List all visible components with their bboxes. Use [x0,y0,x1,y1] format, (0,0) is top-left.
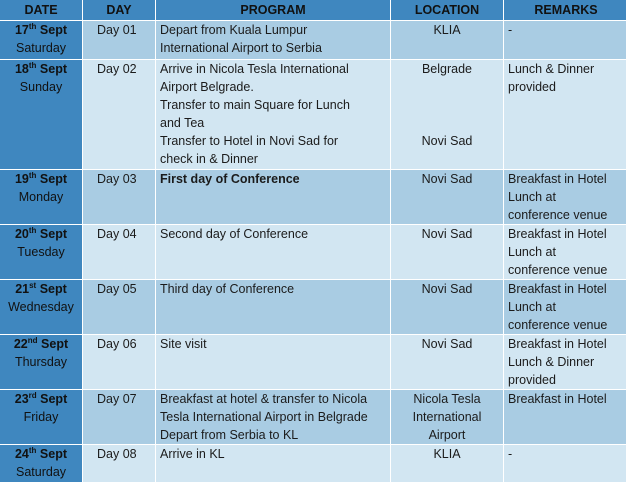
remarks-line: conference venue [508,318,608,332]
location-cell [391,170,503,224]
remarks-cell [504,445,626,482]
location-spacer [391,114,503,132]
date-cell [0,225,82,279]
date-suffix: th [28,170,37,180]
remarks-line: provided [508,80,556,94]
date-month: Sept [41,337,69,351]
date-number: 18 [14,62,29,76]
date-cell [0,445,82,482]
program-cell [156,170,390,224]
date-suffix: st [29,280,37,290]
program-cell [156,335,390,389]
header-location: LOCATION [391,0,503,20]
date-month: Sept [39,282,67,296]
program-cell [156,60,390,169]
date-number: 22 [13,337,28,351]
date-number: 21 [15,282,30,296]
date-number: 24 [14,447,29,461]
remarks-line: Lunch at [508,300,556,314]
location-line: KLIA [433,23,461,37]
date-cell [0,335,82,389]
day-cell: Day 07 [83,390,155,444]
program-line: Arrive in Nicola Tesla International [160,62,349,76]
location-line: Novi Sad [421,282,473,296]
program-line: check in & Dinner [160,152,258,166]
header-day: DAY [83,0,155,20]
remarks-cell [504,280,626,334]
remarks-cell [504,170,626,224]
program-cell [156,390,390,444]
date-suffix: th [28,225,37,235]
program-line: Second day of Conference [160,227,309,241]
location-line: Novi Sad [421,337,473,351]
program-cell [156,445,390,482]
weekday: Monday [18,190,64,204]
program-line: Third day of Conference [160,282,295,296]
header-remarks: REMARKS [504,0,626,20]
remarks-cell [504,21,626,59]
program-cell [156,21,390,59]
program-line: Transfer to main Square for Lunch [160,98,350,112]
remarks-line: conference venue [508,263,608,277]
date-cell [0,21,82,59]
remarks-cell [504,335,626,389]
program-cell [156,280,390,334]
date-suffix: th [28,445,37,455]
program-line: Depart from Serbia to KL [160,428,299,442]
date-number: 23 [14,392,29,406]
program-line: and Tea [160,116,205,130]
weekday: Sunday [19,80,63,94]
day-cell: Day 03 [83,170,155,224]
program-line: Depart from Kuala Lumpur [160,23,308,37]
remarks-cell [504,60,626,169]
remarks-line: Breakfast in Hotel [508,337,607,351]
header-date: DATE [0,0,82,20]
program-line: Transfer to Hotel in Novi Sad for [160,134,339,148]
date-month: Sept [39,447,68,461]
remarks-cell [504,390,626,444]
date-number: 17 [14,23,29,37]
remarks-line: Lunch & Dinner [508,355,595,369]
remarks-cell [504,225,626,279]
location-line: Novi Sad [421,134,473,148]
date-suffix: nd [27,335,38,345]
remarks-line: - [508,447,513,461]
date-suffix: th [28,21,37,31]
remarks-line: Breakfast in Hotel [508,392,607,406]
location-cell [391,390,503,444]
remarks-line: - [508,23,513,37]
day-cell: Day 05 [83,280,155,334]
location-cell [391,280,503,334]
weekday: Saturday [15,465,67,479]
date-month: Sept [40,392,68,406]
location-cell [391,225,503,279]
date-cell [0,280,82,334]
location-line: Belgrade [421,62,473,76]
date-cell [0,170,82,224]
remarks-line: Lunch at [508,245,556,259]
date-suffix: rd [28,390,37,400]
day-cell: Day 02 [83,60,155,169]
location-spacer [391,96,503,114]
remarks-line: Lunch at [508,190,556,204]
location-cell [391,445,503,482]
date-suffix: th [28,60,37,70]
date-month: Sept [39,172,68,186]
program-line: Airport Belgrade. [160,80,254,94]
date-month: Sept [39,23,68,37]
date-cell [0,60,82,169]
program-line: Site visit [160,337,207,351]
program-cell [156,225,390,279]
remarks-line: Breakfast in Hotel [508,227,607,241]
location-line: KLIA [433,447,461,461]
date-month: Sept [39,62,68,76]
location-cell [391,21,503,59]
remarks-line: provided [508,373,556,387]
weekday: Saturday [15,41,67,55]
day-cell: Day 01 [83,21,155,59]
remarks-line: Breakfast in Hotel [508,172,607,186]
remarks-line: Lunch & Dinner [508,62,595,76]
program-line: International Airport to Serbia [160,41,322,55]
location-spacer [391,78,503,96]
program-line: First day of Conference [160,172,300,186]
location-line: Novi Sad [421,172,473,186]
weekday: Wednesday [8,300,74,314]
location-line: Airport [428,428,466,442]
date-number: 20 [14,227,29,241]
program-line: Arrive in KL [160,447,225,461]
day-cell: Day 04 [83,225,155,279]
remarks-line: conference venue [508,208,608,222]
weekday: Thursday [14,355,68,369]
date-month: Sept [39,227,68,241]
program-line: Breakfast at hotel & transfer to Nicola [160,392,368,406]
location-line: Novi Sad [421,227,473,241]
weekday: Friday [23,410,59,424]
day-cell: Day 08 [83,445,155,482]
day-cell: Day 06 [83,335,155,389]
weekday: Tuesday [17,245,65,259]
remarks-line: Breakfast in Hotel [508,282,607,296]
location-line: International [412,410,482,424]
date-number: 19 [14,172,29,186]
date-cell [0,390,82,444]
program-line: Tesla International Airport in Belgrade [160,410,368,424]
location-cell [391,60,503,169]
location-line: Nicola Tesla [413,392,481,406]
header-program: PROGRAM [156,0,390,20]
location-cell [391,335,503,389]
